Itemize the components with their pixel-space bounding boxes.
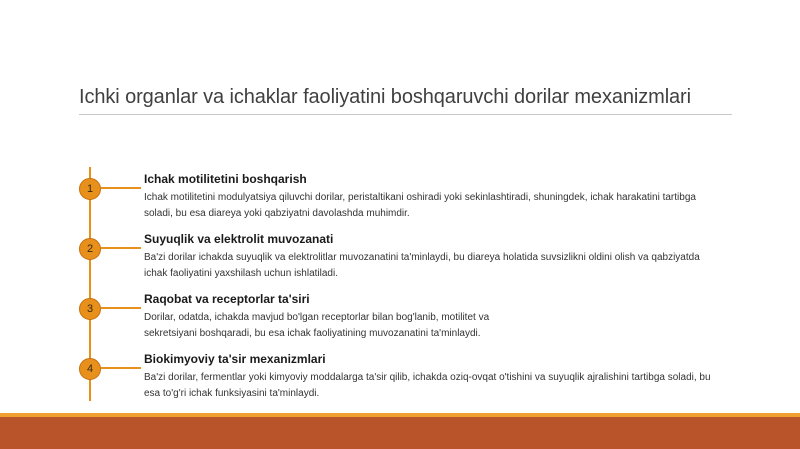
item-heading: Biokimyoviy ta'sir mexanizmlari xyxy=(144,352,326,366)
item-description: Dorilar, odatda, ichakda mavjud bo'lgan receptorlar bilan bog'lanib, motilitet va sekretsiyani boshqaradi, bu esa ichak faoliyatining muvozanatini ta'minlaydi. xyxy=(144,312,490,339)
step-number-badge: 3 xyxy=(79,298,101,320)
timeline-connector xyxy=(101,367,141,369)
timeline-item-2 xyxy=(0,230,800,288)
step-number-badge: 1 xyxy=(79,178,101,200)
item-heading: Raqobat va receptorlar ta'siri xyxy=(144,292,310,306)
timeline-connector xyxy=(101,307,141,309)
timeline-item-1 xyxy=(0,170,800,228)
item-description: Ba'zi dorilar, fermentlar yoki kimyoviy moddalarga ta'sir qilib, ichakda oziq-ovqat o'tishini va suyuqlik ajralishini tartibga soladi, bu esa to'g'ri ichak funksiyasini ta'minlaydi. xyxy=(144,372,711,399)
timeline-connector xyxy=(101,187,141,189)
step-number-badge: 2 xyxy=(79,238,101,260)
footer-bar xyxy=(0,417,800,449)
item-description: Ichak motilitetini modulyatsiya qiluvchi dorilar, peristaltikani oshiradi yoki sekinlashtiradi, shuningdek, ichak harakatini tartibga soladi, bu esa diareya yoki qabziyatni davolashda muhimdir. xyxy=(144,192,696,219)
timeline-item-4 xyxy=(0,350,800,408)
slide-title: Ichki organlar va ichaklar faoliyatini boshqaruvchi dorilar mexanizmlari xyxy=(79,86,691,108)
title-divider xyxy=(79,114,732,115)
step-number-badge: 4 xyxy=(79,358,101,380)
item-description: Ba'zi dorilar ichakda suyuqlik va elektrolitlar muvozanatini ta'minlaydi, bu diareya holatida suvsizlikni oldini olish va qabziyatda ichak faoliyatini yaxshilash uchun ishlatiladi. xyxy=(144,252,700,279)
item-heading: Suyuqlik va elektrolit muvozanati xyxy=(144,232,334,246)
item-heading: Ichak motilitetini boshqarish xyxy=(144,172,307,186)
timeline-item-3 xyxy=(0,290,800,348)
timeline-connector xyxy=(101,247,141,249)
